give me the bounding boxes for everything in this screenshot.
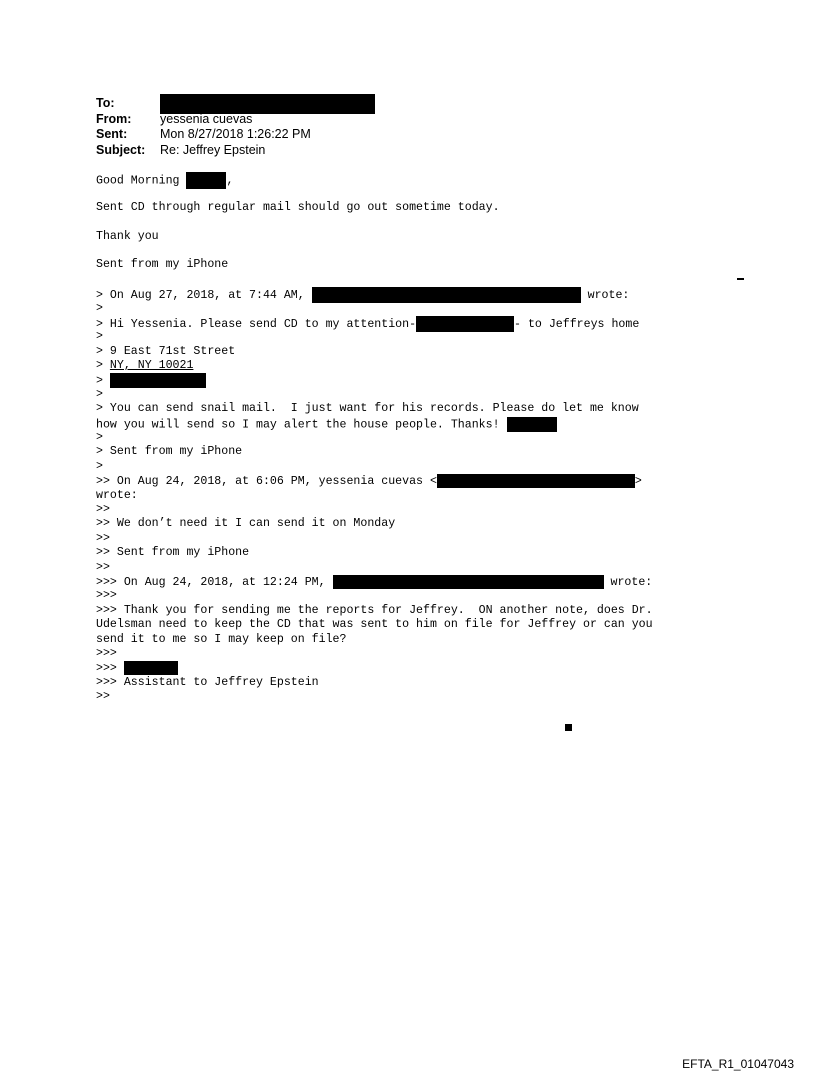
address-line: > 9 East 71st Street [96, 344, 236, 358]
quote-line: > [96, 431, 103, 445]
quote-line: >> [96, 560, 110, 574]
quote-text: - to Jeffreys home [514, 317, 640, 331]
quote-prefix: > [96, 359, 110, 373]
greeting-text: Good Morning [96, 174, 187, 188]
sent-label: Sent: [96, 127, 128, 141]
quote-header-text: > On Aug 27, 2018, at 7:44 AM, [96, 289, 312, 303]
scan-mark [565, 724, 572, 731]
quote-line: > [96, 387, 103, 401]
redaction-box [333, 575, 604, 589]
quote-line: > [96, 459, 103, 473]
quote-line: > You can send snail mail. I just want for his records. Please do let me know [96, 402, 639, 416]
quote-line: >>> [96, 589, 117, 603]
quote-header-wrote: wrote: [580, 289, 630, 303]
quote-text: how you will send so I may alert the house people. Thanks! [96, 418, 507, 432]
signature-line: Sent from my iPhone [96, 258, 229, 272]
quote-line: >> [96, 531, 110, 545]
quote-header-text: >>> On Aug 24, 2018, at 12:24 PM, [96, 576, 333, 589]
body-line: Sent CD through regular mail should go out sometime today. [96, 200, 500, 214]
redaction-box [437, 474, 635, 488]
subject-label: Subject: [96, 142, 146, 157]
to-label: To: [96, 96, 115, 110]
from-label: From: [96, 111, 132, 126]
quote-line [96, 373, 653, 387]
quote-header-line [96, 474, 653, 488]
quote-line [96, 417, 653, 431]
greeting-line [96, 172, 653, 186]
to-row [96, 96, 375, 112]
thanks-line: Thank you [96, 229, 159, 243]
quote-line: >> [96, 690, 110, 704]
quote-line [96, 661, 653, 675]
quote-line: > [96, 330, 103, 344]
redaction-box [416, 316, 514, 332]
redaction-box [507, 417, 557, 432]
quote-line: >>> Thank you for sending me the reports for Jeffrey. ON another note, does Dr. [96, 603, 653, 617]
quote-line: >> Sent from my iPhone [96, 546, 250, 560]
subject-value: Re: Jeffrey Epstein [160, 142, 266, 157]
redaction-box [186, 172, 226, 189]
quote-line [96, 316, 653, 330]
quote-header-text: >> On Aug 24, 2018, at 6:06 PM, yessenia cuevas < [96, 475, 437, 489]
quote-prefix: >>> [96, 662, 124, 676]
redaction-box [124, 661, 178, 675]
email-body [96, 172, 653, 704]
quote-line: >>> Assistant to Jeffrey Epstein [96, 675, 319, 689]
scan-mark [737, 278, 744, 280]
quote-line: >> [96, 502, 110, 516]
document-id: EFTA_R1_01047043 [682, 1057, 794, 1071]
from-row [96, 112, 375, 128]
quote-line: > [96, 301, 103, 315]
quote-line: > Sent from my iPhone [96, 445, 243, 459]
sent-row [96, 127, 375, 143]
address-city: NY, NY 10021 [109, 359, 194, 373]
address-line [96, 359, 653, 373]
quote-line: send it to me so I may keep on file? [96, 632, 347, 646]
greeting-comma: , [226, 174, 234, 188]
redaction-box [312, 287, 581, 303]
quote-header-line [96, 575, 653, 589]
quote-header-line [96, 287, 653, 301]
redaction-box [110, 373, 206, 388]
quote-prefix: > [96, 375, 110, 389]
subject-row [96, 143, 375, 159]
quote-line: >>> [96, 646, 117, 660]
quote-line: wrote: [96, 488, 138, 502]
from-value: yessenia cuevas [160, 111, 253, 126]
quote-header-wrote: wrote: [603, 576, 653, 589]
quote-line: >> We don’t need it I can send it on Monday [96, 517, 396, 531]
quote-header-text: > [634, 475, 642, 489]
quote-text: > Hi Yessenia. Please send CD to my attention- [96, 317, 417, 331]
sent-value: Mon 8/27/2018 1:26:22 PM [160, 127, 311, 141]
quote-line: Udelsman need to keep the CD that was sent to him on file for Jeffrey or can you [96, 618, 653, 632]
email-header [96, 96, 375, 158]
